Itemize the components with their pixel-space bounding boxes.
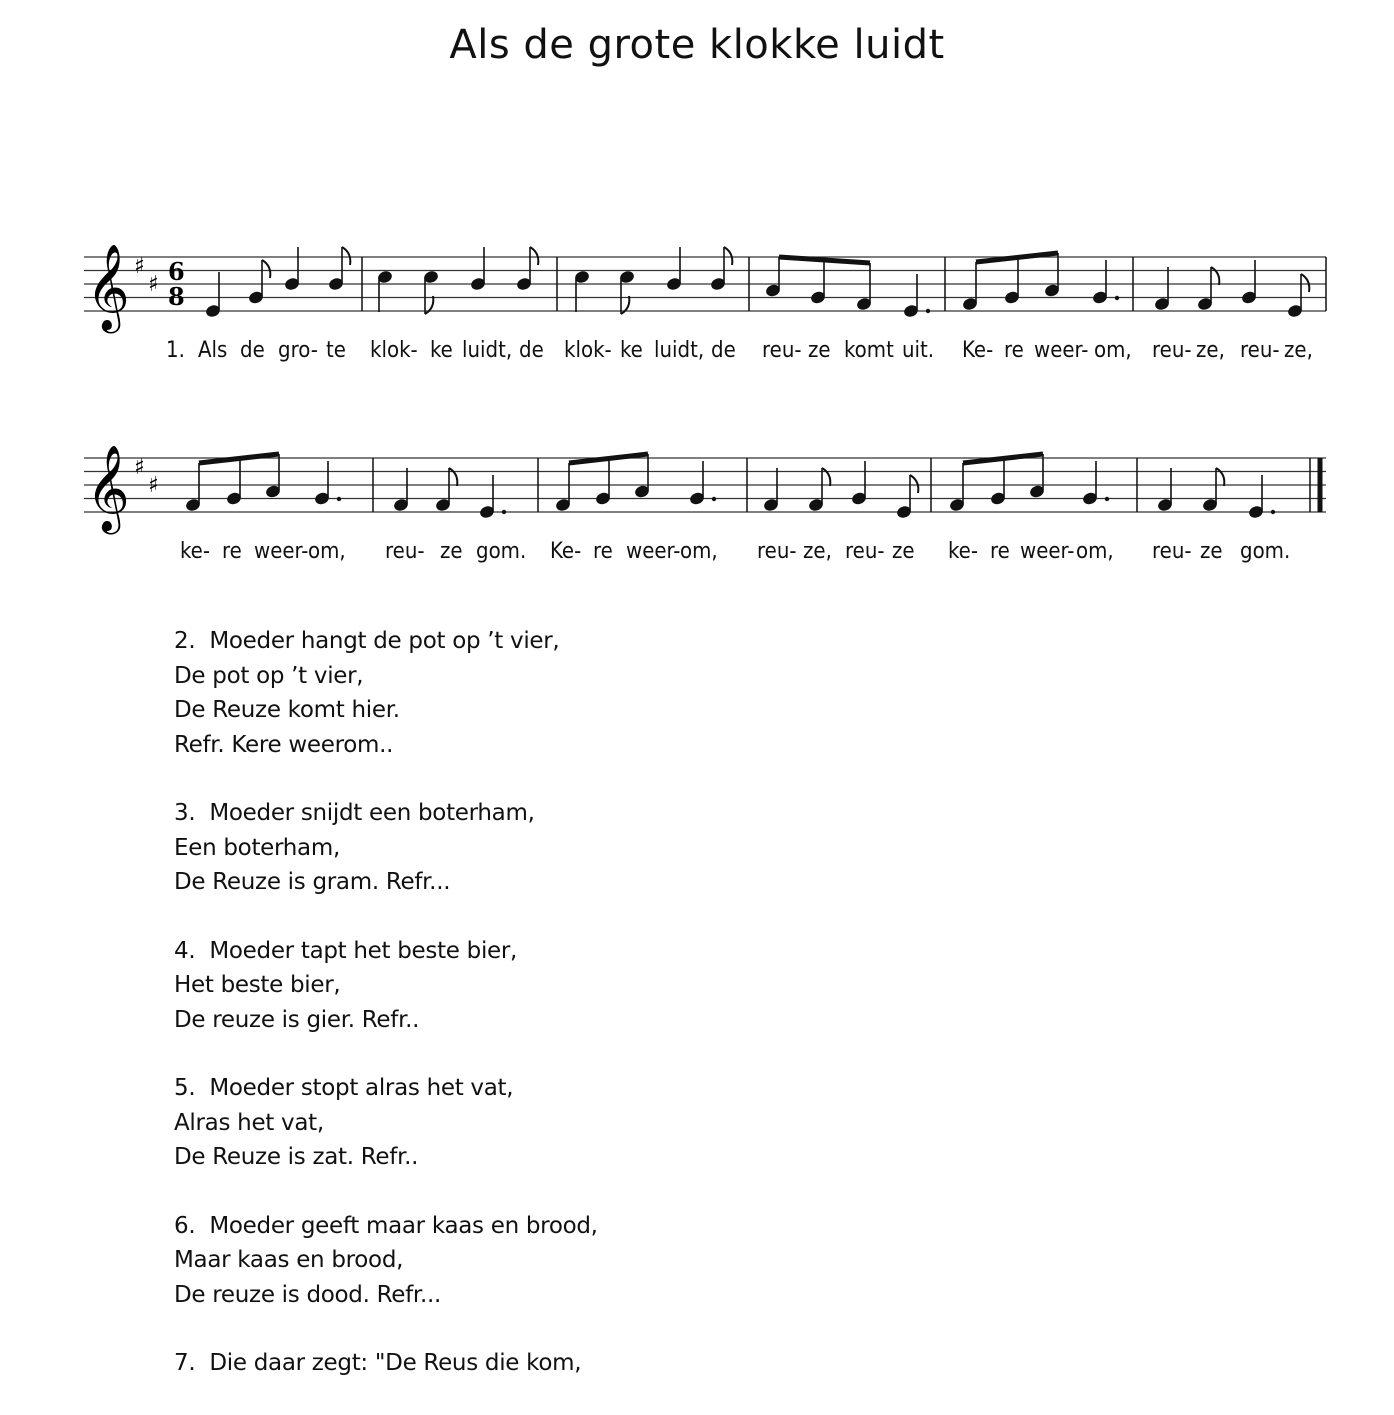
lyric: 1. <box>166 338 185 363</box>
verse-7 <box>174 1346 598 1381</box>
lyrics-system-2 <box>180 539 1290 564</box>
verse-line: Alras het vat, <box>174 1109 324 1136</box>
treble-clef-icon: 𝄞 <box>86 445 130 531</box>
verse-2 <box>174 624 598 762</box>
lyric: reu- <box>757 539 797 564</box>
staff-system-2 <box>84 445 1326 564</box>
lyrics-system-1 <box>166 338 1313 363</box>
notes-system-2 <box>185 454 1275 519</box>
lyric: ke- <box>948 539 979 564</box>
lyric: reu- <box>762 338 802 363</box>
lyric: ze <box>892 539 915 564</box>
lyric: om, <box>1094 338 1132 363</box>
lyric: weer- <box>254 539 309 564</box>
lyric: om, <box>308 539 346 564</box>
lyric: ze <box>440 539 463 564</box>
staff-lines-1 <box>84 257 1326 311</box>
lyric: de <box>711 338 736 363</box>
lyric: komt <box>844 338 894 363</box>
sharp-c-icon: ♯ <box>148 473 159 498</box>
lyric: de <box>240 338 265 363</box>
lyric: ke- <box>180 539 211 564</box>
lyric: ke <box>620 338 643 363</box>
verse-line: De Reuze is zat. Refr.. <box>174 1144 419 1170</box>
sharp-f-icon: ♯ <box>134 254 145 279</box>
verse-6 <box>174 1209 598 1313</box>
lyric: Ke- <box>550 539 582 564</box>
lyric: reu- <box>845 539 885 564</box>
verse-line: De reuze is dood. Refr... <box>174 1281 442 1308</box>
lyric: reu- <box>1240 338 1280 363</box>
verse-line: Refr. Kere weerom.. <box>174 731 394 758</box>
lyric: klok- <box>370 338 418 363</box>
lyric: re <box>990 539 1010 564</box>
lyric: Als <box>198 338 228 363</box>
time-signature-bottom: 8 <box>168 282 185 311</box>
lyric: re <box>593 539 613 564</box>
lyric: re <box>222 539 242 564</box>
verse-line: 3. Moeder snijdt een boterham, <box>174 800 535 826</box>
staff-system-1 <box>84 244 1326 363</box>
lyric: ze, <box>1284 338 1313 363</box>
verse-line: Het beste bier, <box>174 972 341 998</box>
lyric: ze <box>1200 539 1223 564</box>
lyric: weer- <box>1034 338 1089 363</box>
verse-line: 2. Moeder hangt de pot op ’t vier, <box>174 628 560 654</box>
lyric: luidt, <box>654 338 705 363</box>
lyric: weer- <box>1020 539 1075 564</box>
sheet-music <box>0 0 1394 600</box>
lyric: ze, <box>803 539 832 564</box>
lyric: ze, <box>1196 338 1225 363</box>
lyric: reu- <box>385 539 425 564</box>
lyric: te <box>326 338 346 363</box>
verse-3 <box>174 796 598 900</box>
verse-line: 5. Moeder stopt alras het vat, <box>174 1075 514 1101</box>
lyric: reu- <box>1152 338 1192 363</box>
lyric: gom. <box>476 539 527 564</box>
lyric: re <box>1004 338 1024 363</box>
song-title: Als de grote klokke luidt <box>449 22 945 68</box>
lyric: om, <box>680 539 718 564</box>
sharp-c-icon: ♯ <box>148 272 159 297</box>
time-signature-top: 6 <box>168 257 185 286</box>
lyric: reu- <box>1152 539 1192 564</box>
verse-line: De reuze is gier. Refr.. <box>174 1006 420 1033</box>
verse-5 <box>174 1071 598 1175</box>
verse-line: De pot op ’t vier, <box>174 662 364 689</box>
lyric: klok- <box>564 338 612 363</box>
lyric: ke <box>430 338 453 363</box>
lyric: uit. <box>902 338 935 363</box>
verse-line: 4. Moeder tapt het beste bier, <box>174 937 518 964</box>
verse-line: 6. Moeder geeft maar kaas en brood, <box>174 1212 598 1239</box>
verse-line: De Reuze is gram. Refr... <box>174 869 451 895</box>
lyric: ze <box>808 338 831 363</box>
verse-line: 7. Die daar zegt: "De Reus die kom, <box>174 1350 582 1376</box>
lyric: de <box>519 338 544 363</box>
lyric: Ke- <box>962 338 994 363</box>
lyric: gro- <box>278 338 318 363</box>
verse-4 <box>174 934 598 1038</box>
verse-line: Een boterham, <box>174 834 340 861</box>
verses <box>174 624 598 1415</box>
staff-lines-2 <box>84 458 1326 512</box>
lyric: luidt, <box>462 338 513 363</box>
lyric: weer- <box>626 539 681 564</box>
sharp-f-icon: ♯ <box>134 455 145 480</box>
treble-clef-icon: 𝄞 <box>86 244 130 330</box>
verse-line: De Reuze komt hier. <box>174 697 400 723</box>
lyric: om, <box>1076 539 1114 564</box>
lyric: gom. <box>1240 539 1291 564</box>
verse-line: Maar kaas en brood, <box>174 1247 404 1273</box>
